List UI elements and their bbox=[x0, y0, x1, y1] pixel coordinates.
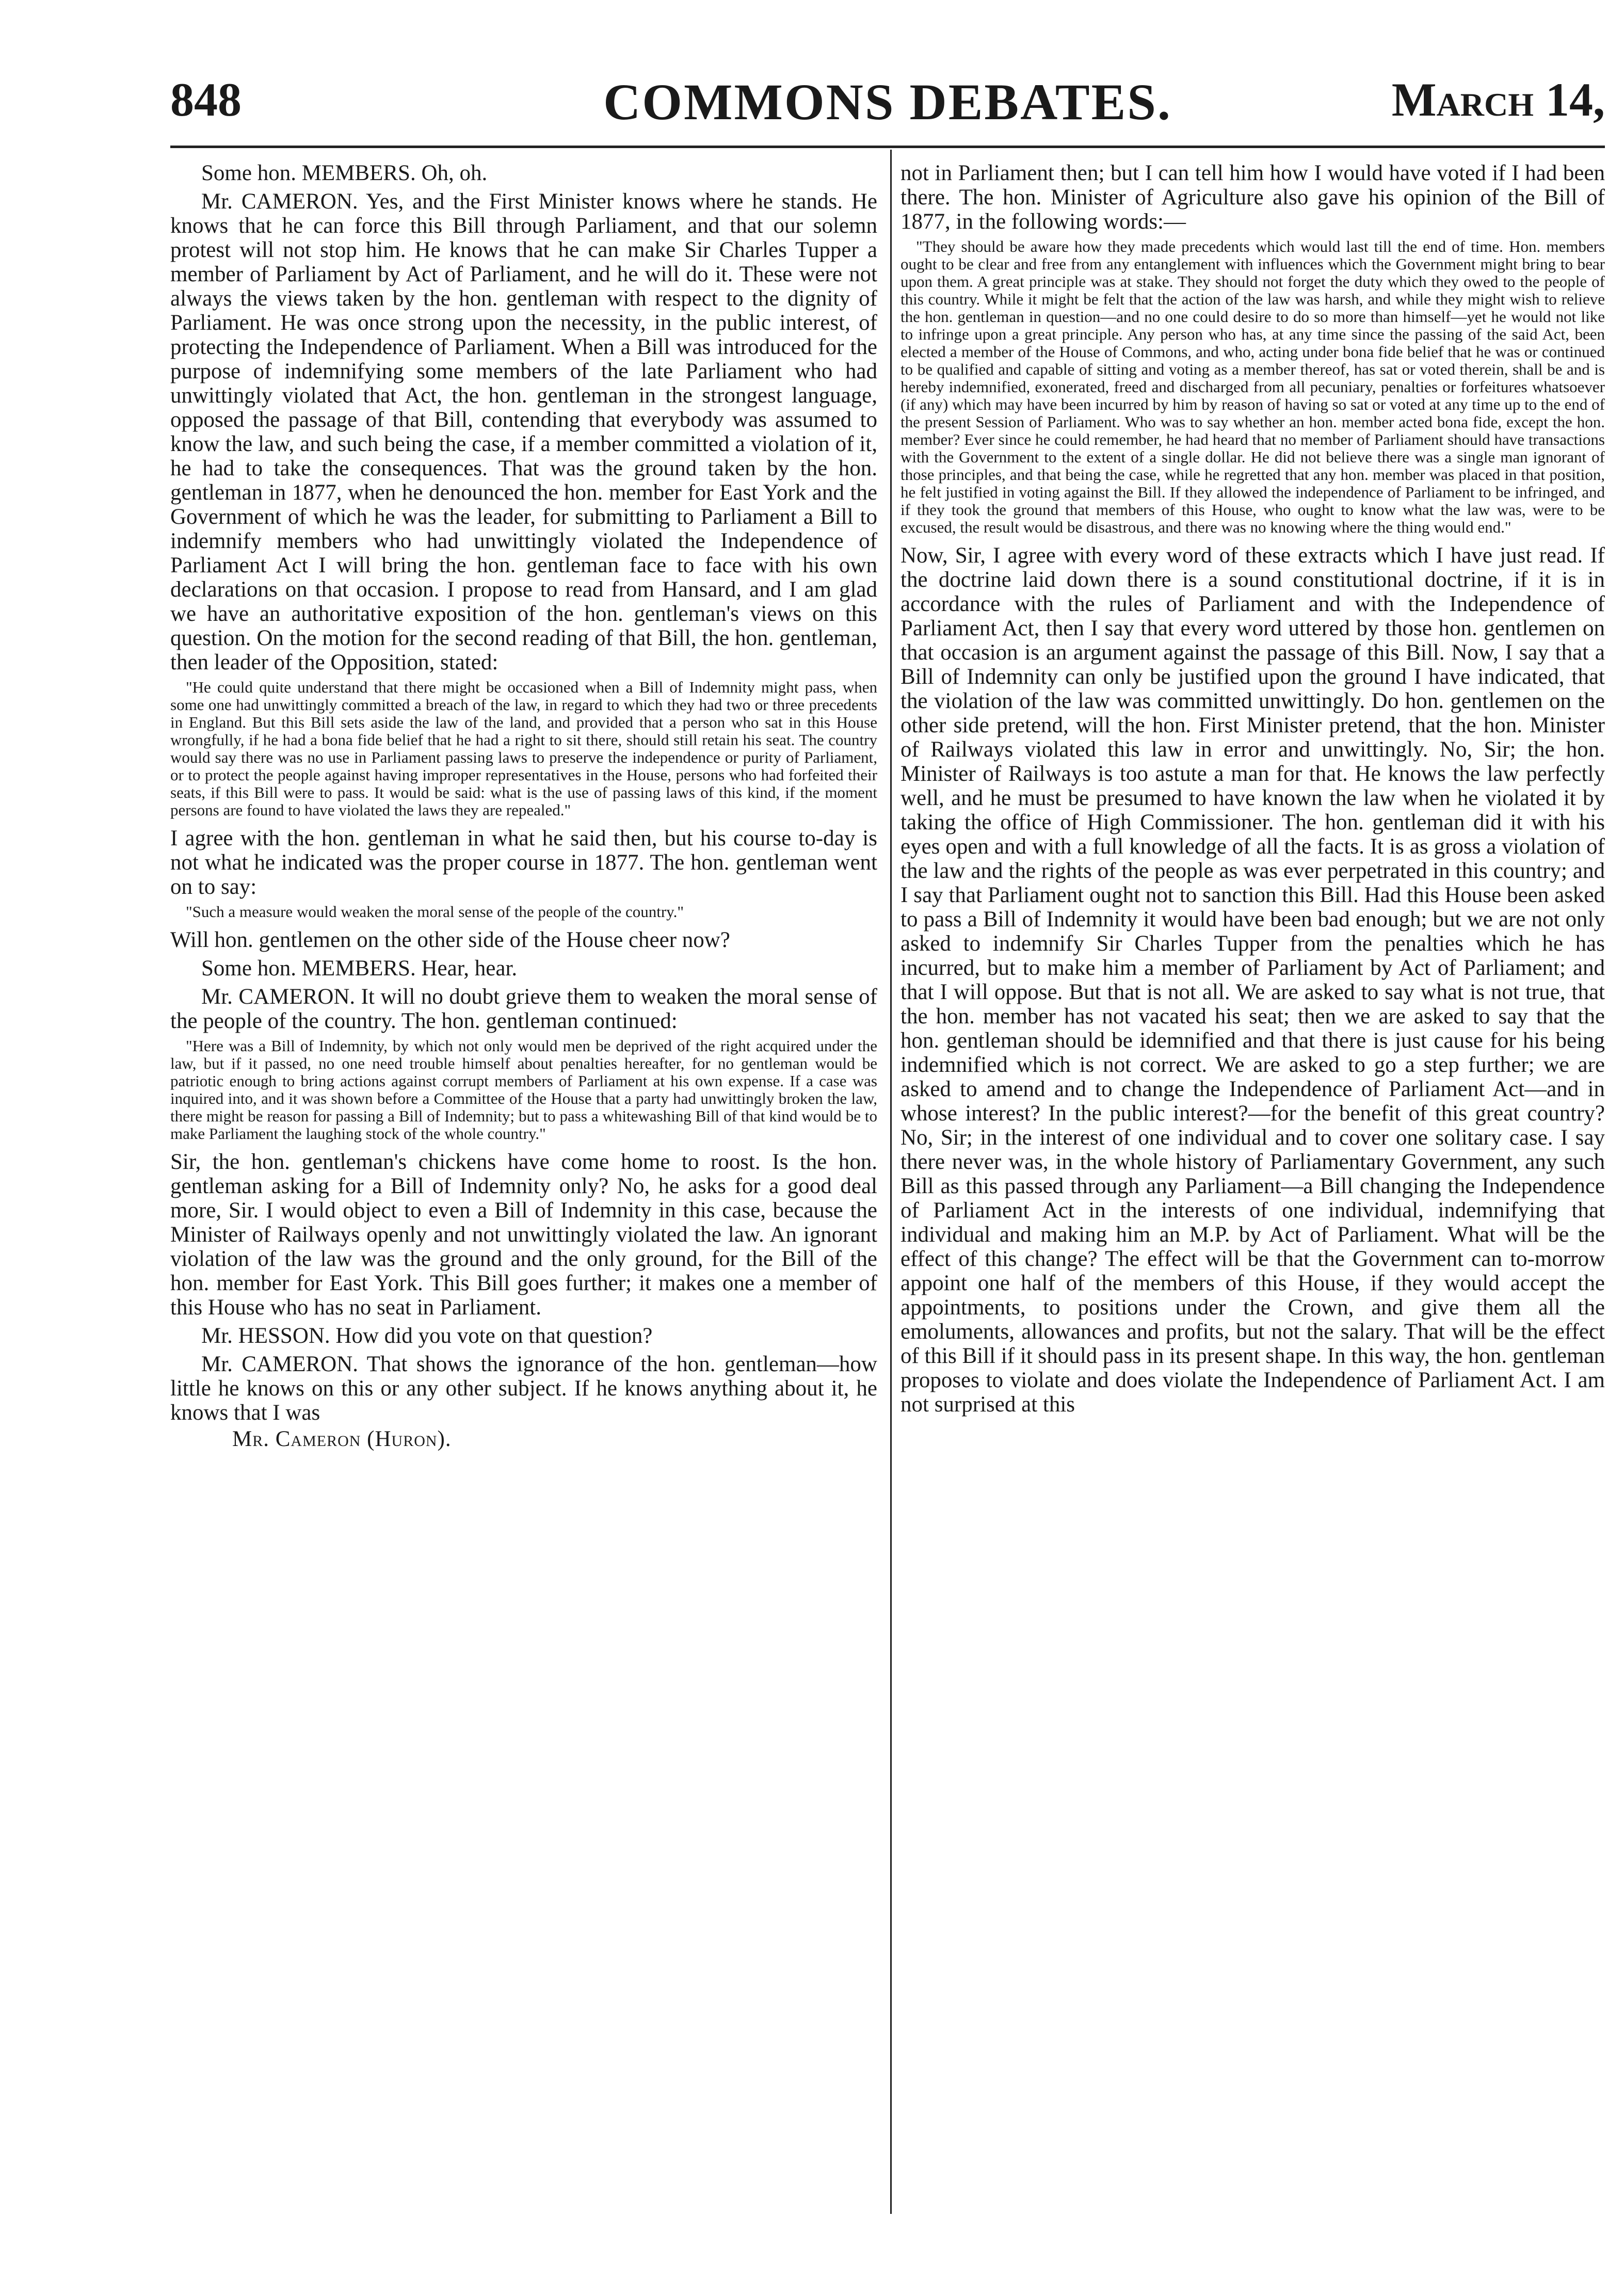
paragraph: Mr. CAMERON. It will no doubt grieve them to weaken the moral sense of the people of the country. The hon. gentleman continued: bbox=[170, 985, 877, 1033]
paragraph: Mr. HESSON. How did you vote on that question? bbox=[201, 1324, 653, 1348]
paragraph: Some hon. MEMBERS. Oh, oh. bbox=[201, 161, 488, 185]
paragraph: Mr. CAMERON. Yes, and the First Minister knows where he stands. He knows that he can force this Bill through Parliament, and that our solemn protest will not stop him. He knows that he can make Sir Charles Tupper a member of Parliament by Act of Parliament, and he will do it. These were not always the views taken by the hon. gentleman with respect to the dignity of Parliament. He was once strong upon the necessity, in the public interest, of protecting the Independence of Parliament. When a Bill was introduced for the purpose of indemnifying some members of the late Parliament who had unwittingly violated that Act, the hon. gentleman in the strongest language, opposed the passage of that Bill, contending that everybody was assumed to know the law, and such being the case, if a member committed a violation of it, he had to take the consequences. That was the ground taken by the hon. gentleman in 1877, when he denounced the hon. member for East York and the Government of which he was the leader, for submitting to Parliament a Bill to indemnify members who had unwittingly violated the Independence of Parliament Act I will bring the hon. gentleman face to face with his own declarations on that occasion. I propose to read from Hansard, and I am glad we have an authoritative exposition of the hon. gentleman's views on this question. On the motion for the second reading of that Bill, the hon. gentleman, then leader of the Opposition, stated: bbox=[170, 189, 877, 674]
paragraph: Some hon. MEMBERS. Hear, hear. bbox=[201, 956, 518, 981]
header-rule bbox=[170, 146, 1605, 148]
page-number: 848 bbox=[170, 73, 242, 126]
page-header bbox=[170, 72, 1605, 139]
header-date: March 14, bbox=[1391, 73, 1605, 126]
block-quote: "They should be aware how they made precedents which would last till the end of time. Hon. members ought to be clear and free from any entanglement with influences which the Government might bring to bear upon them. A great principle was at stake. They should not forget the duty which they owed to the people of this country. While it might be felt that the action of the law was harsh, and while they might wish to relieve the hon. gentleman in question—and no one could desire to do so more than himself—yet he would not like to infringe upon a great principle. Any person who has, at any time since the passing of the said Act, been elected a member of the House of Commons, and who, acting under bona fide belief that he was or continued to be qualified and capable of sitting and voting as a member thereof, has sat or voted therein, shall be and is hereby indemnified, exonerated, freed and discharged from all pecuniary, penalties or forfeitures whatsoever (if any) which may have been incurred by him by reason of having so sat or voted at any time up to the end of the present Session of Parliament. Who was to say whether an hon. member acted bona fide, except the hon. member? Ever since he could remember, he had heard that no member of Parliament should have transactions with the Government to the extent of a single dollar. He did not believe there was a single man ignorant of those principles, and that being the case, while he regretted that any hon. member was placed in that position, he felt justified in voting against the Bill. If they allowed the independence of Parliament to be infringed, and if they took the ground that members of this House, who ought to know what the law was, were to be excused, the result would be disastrous, and there was no knowing where the thing would end." bbox=[901, 237, 1605, 536]
right-column bbox=[901, 161, 1605, 2220]
paragraph: Mr. CAMERON. That shows the ignorance of the hon. gentleman—how little he knows on this or any other subject. If he knows anything about it, he knows that I was bbox=[170, 1352, 877, 1425]
block-quote: "He could quite understand that there might be occasioned when a Bill of Indemnity might pass, when some one had unwittingly committed a breach of the law, in regard to which they had two or three precedents in England. But this Bill sets aside the law of the land, and provided that a person who sat in this House wrongfully, if he had a bona fide belief that he had a right to sit there, should still retain his seat. The country would say there was no use in Parliament passing laws to preserve the independence or purity of Parliament, or to protect the people against having improper representatives in the House, persons who had forfeited their seats, if this Bill were to pass. It would be said: what is the use of passing laws of this kind, if the moment persons are found to have violated the laws they are repealed." bbox=[170, 678, 877, 819]
paragraph: Now, Sir, I agree with every word of these extracts which I have just read. If the doctrine laid down there is a sound constitutional doctrine, if it is in accordance with the rules of Parliament and with the Independence of Parliament Act, then I say that every word uttered by those hon. gentlemen on that occasion is an argument against the passage of this Bill. Now, I say that a Bill of Indemnity can only be justified upon the ground I have indicated, that the violation of the law was committed unwittingly. Do hon. gentlemen on the other side pretend, will the hon. First Minister pretend, that the hon. Minister of Railways violated this law in error and unwittingly. No, Sir; the hon. Minister of Railways is too astute a man for that. He knows the law perfectly well, and he must be presumed to have known the law when he violated it by taking the office of High Commissioner. The hon. gentleman did it with his eyes open and with a full knowledge of all the facts. It is as gross a violation of the law and the rights of the people as was ever perpetrated in this country; and I say that Parliament ought not to sanction this Bill. Had this House been asked to pass a Bill of Indemnity it would have been bad enough; but we are not only asked to indemnify Sir Charles Tupper from the penalties which he has incurred, but to make him a member of Parliament by Act of Parliament; and that I will oppose. But that is not all. We are asked to say what is not true, that the hon. member has not vacated his seat; then we are asked to say that the hon. gentleman should be idemnified and that there is just cause for his being indemnified which is not correct. We are asked to go a step further; we are asked to amend and to change the Independence of Parliament Act—and in whose interest? In the public interest?—for the benefit of this great country? No, Sir; in the interest of one individual and to cover one solitary case. I say there never was, in the whole history of Parliamentary Government, any such Bill as this passed through any Parliament—a Bill changing the Independence of Parliament Act in the interests of one individual, indemnifying that individual and making him an M.P. by Act of Parliament. What will be the effect of this change? The effect will be that the Government can to-morrow appoint one half of the members of this House, if they would accept the appointments, to positions under the Crown, and give them all the emoluments, allowances and profits, but not the salary. That will be the effect of this Bill if it should pass in its present shape. In this way, the hon. gentleman proposes to violate and does violate the Independence of Parliament Act. I am not surprised at this bbox=[901, 543, 1605, 1417]
speaker-attribution: Mr. Cameron (Huron). bbox=[232, 1427, 452, 1451]
column-divider bbox=[890, 150, 892, 2214]
left-column bbox=[170, 161, 877, 2215]
paragraph: Will hon. gentlemen on the other side of the House cheer now? bbox=[170, 928, 730, 952]
paragraph: I agree with the hon. gentleman in what he said then, but his course to-day is not what he indicated was the proper course in 1877. The hon. gentleman went on to say: bbox=[170, 826, 877, 899]
paragraph: Sir, the hon. gentleman's chickens have come home to roost. Is the hon. gentleman asking for a Bill of Indemnity only? No, he asks for a good deal more, Sir. I would object to even a Bill of Indemnity in this case, because the Minister of Railways openly and not unwittingly violated the law. An ignorant violation of the law was the ground and the only ground, for the Bill of the hon. member for East York. This Bill goes further; it makes one a member of this House who has no seat in Parliament. bbox=[170, 1150, 877, 1320]
block-quote: "Here was a Bill of Indemnity, by which not only would men be deprived of the right acquired under the law, but if it passed, no one need trouble himself about penalties hereafter, for no gentleman would be patriotic enough to bring actions against corrupt members of Parliament at his own expense. If a case was inquired into, and it was shown before a Committee of the House that a party had unwittingly broken the law, there might be reason for passing a Bill of Indemnity; but to pass a whitewashing Bill of that kind would be to make Parliament the laughing stock of the whole country." bbox=[170, 1037, 877, 1143]
paragraph: not in Parliament then; but I can tell him how I would have voted if I had been there. The hon. Minister of Agriculture also gave his opinion of the Bill of 1877, in the following words:— bbox=[901, 161, 1605, 234]
journal-title: COMMONS DEBATES. bbox=[603, 73, 1172, 131]
block-quote: "Such a measure would weaken the moral sense of the people of the country." bbox=[186, 903, 684, 921]
